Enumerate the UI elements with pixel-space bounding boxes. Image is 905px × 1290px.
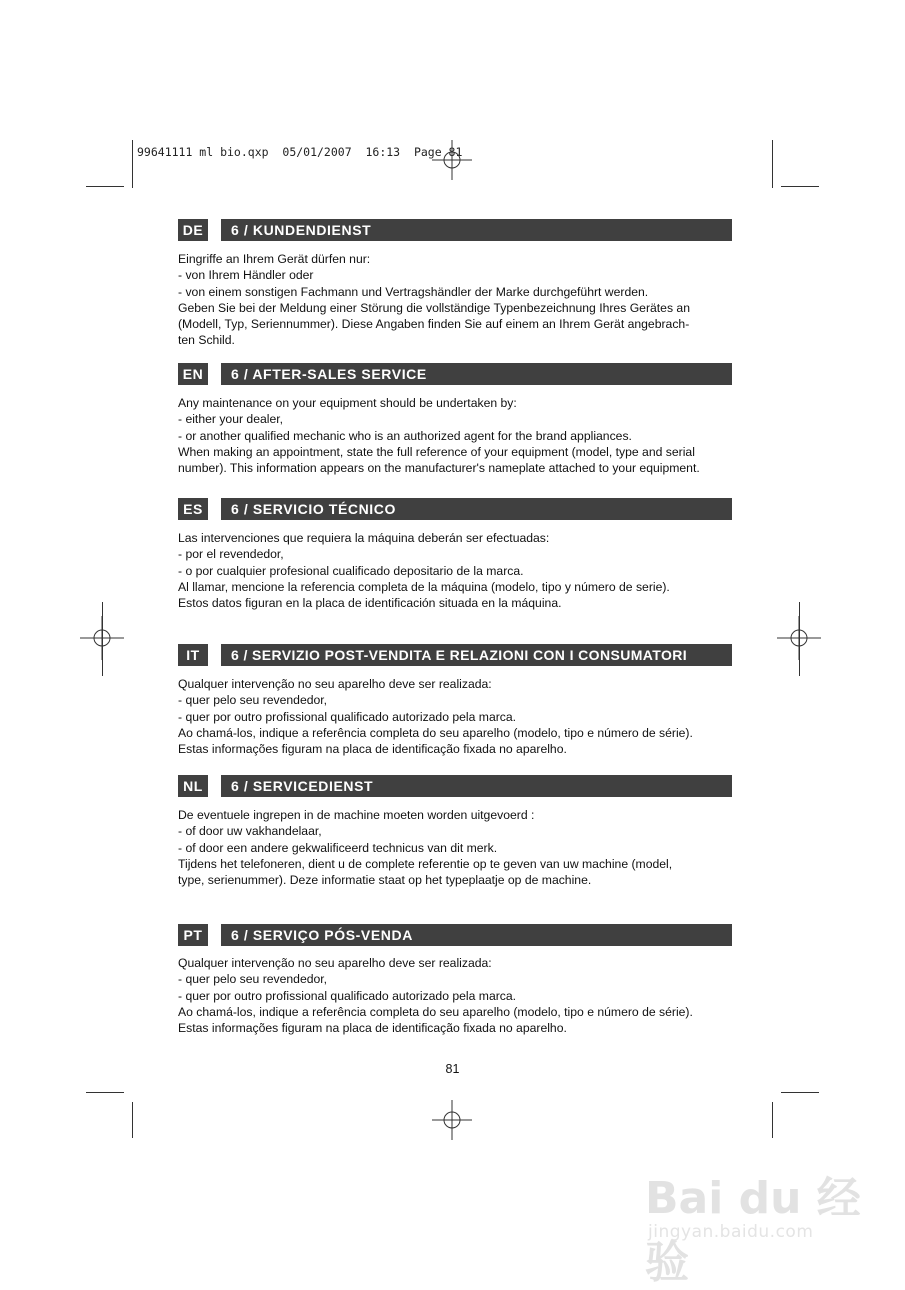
registration-mark-bottom-icon <box>430 1098 474 1142</box>
body-line: - o por cualquier profesional cualificado depositario de la marca. <box>178 563 524 578</box>
body-line: Qualquer intervenção no seu aparelho deve ser realizada: <box>178 677 492 691</box>
section-title: 6 / SERVIÇO PÓS-VENDA <box>221 924 732 946</box>
body-line: - quer por outro profissional qualificado autorizado pela marca. <box>178 988 517 1003</box>
body-line: - either your dealer, <box>178 412 284 427</box>
section-body-it <box>178 676 738 757</box>
body-line: Estos datos figuran en la placa de identificación situada en la máquina. <box>178 596 562 611</box>
language-badge: IT <box>178 644 208 666</box>
page-number: 81 <box>445 1062 460 1076</box>
section-header-it <box>178 644 732 666</box>
section-title: 6 / KUNDENDIENST <box>221 219 732 241</box>
section-header-de <box>178 219 732 241</box>
language-badge: ES <box>178 498 208 520</box>
body-line: - por el revendedor, <box>178 547 284 562</box>
crop-mark-bottom-left-v <box>132 1102 133 1138</box>
section-title: 6 / SERVICIO TÉCNICO <box>221 498 732 520</box>
body-line: Ao chamá-los, indique a referência completa do seu aparelho (modelo, tipo e número de série). <box>178 1004 693 1019</box>
vertical-trim-right <box>799 602 800 676</box>
crop-mark-top-left-v <box>132 140 133 188</box>
watermark <box>640 1150 880 1288</box>
body-line: - of door een andere gekwalificeerd technicus van dit merk. <box>178 840 498 855</box>
section-body-nl <box>178 807 738 888</box>
crop-mark-bottom-right-v <box>772 1102 773 1138</box>
crop-mark-top-right-v <box>772 140 773 188</box>
body-line: Tijdens het telefoneren, dient u de complete referentie op te geven van uw machine (model, <box>178 856 673 871</box>
section-body-es <box>178 530 738 611</box>
language-badge: DE <box>178 219 208 241</box>
crop-mark-top-left-h <box>86 186 124 187</box>
body-line: When making an appointment, state the full reference of your equipment (model, type and serial <box>178 444 695 459</box>
section-body-en <box>178 395 738 476</box>
body-line: Estas informações figuram na placa de identificação fixada no aparelho. <box>178 1021 567 1036</box>
section-body-pt <box>178 955 738 1036</box>
section-title: 6 / SERVICEDIENST <box>221 775 732 797</box>
body-line: - quer pelo seu revendedor, <box>178 693 328 708</box>
language-badge: PT <box>178 924 208 946</box>
body-line: type, serienummer). Deze informatie staat op het typeplaatje op de machine. <box>178 873 592 888</box>
crop-mark-bottom-left-h <box>86 1092 124 1093</box>
body-line: Al llamar, mencione la referencia completa de la máquina (modelo, tipo y número de serie). <box>178 579 670 594</box>
section-body-de <box>178 251 738 349</box>
section-header-en <box>178 363 732 385</box>
body-line: - or another qualified mechanic who is an authorized agent for the brand appliances. <box>178 428 632 443</box>
section-title: 6 / AFTER-SALES SERVICE <box>221 363 732 385</box>
vertical-trim-left <box>102 602 103 676</box>
body-line: Eingriffe an Ihrem Gerät dürfen nur: <box>178 252 371 266</box>
body-line: - von einem sonstigen Fachmann und Vertragshändler der Marke durchgeführt werden. <box>178 284 649 299</box>
body-line: Any maintenance on your equipment should be undertaken by: <box>178 396 517 410</box>
section-header-nl <box>178 775 732 797</box>
body-line: Geben Sie bei der Meldung einer Störung die vollständige Typenbezeichnung Ihres Gerätes an <box>178 300 690 315</box>
body-line: - quer pelo seu revendedor, <box>178 972 328 987</box>
body-line: Qualquer intervenção no seu aparelho deve ser realizada: <box>178 956 492 970</box>
watermark-logo: Bai du 经验 <box>645 1173 861 1288</box>
language-badge: EN <box>178 363 208 385</box>
body-line: De eventuele ingrepen in de machine moeten worden uitgevoerd : <box>178 808 535 822</box>
body-line: - of door uw vakhandelaar, <box>178 824 322 839</box>
body-line: Las intervenciones que requiera la máquina deberán ser efectuadas: <box>178 531 550 545</box>
crop-mark-bottom-right-h <box>781 1092 819 1093</box>
print-slug: 99641111 ml bio.qxp 05/01/2007 16:13 Page 81 <box>137 145 463 159</box>
section-header-es <box>178 498 732 520</box>
section-title: 6 / SERVIZIO POST-VENDITA E RELAZIONI CON I CONSUMATORI <box>221 644 732 666</box>
watermark-url: jingyan.baidu.com <box>648 1222 814 1242</box>
language-badge: NL <box>178 775 208 797</box>
registration-mark-top-icon <box>430 138 474 182</box>
body-line: - quer por outro profissional qualificado autorizado pela marca. <box>178 709 517 724</box>
body-line: ten Schild. <box>178 333 235 348</box>
body-line: - von Ihrem Händler oder <box>178 268 314 283</box>
body-line: number). This information appears on the manufacturer's nameplate attached to your equipment. <box>178 461 700 476</box>
body-line: Ao chamá-los, indique a referência completa do seu aparelho (modelo, tipo e número de série). <box>178 725 693 740</box>
body-line: (Modell, Typ, Seriennummer). Diese Angaben finden Sie auf einem an Ihrem Gerät angebrach- <box>178 317 690 332</box>
crop-mark-top-right-h <box>781 186 819 187</box>
section-header-pt <box>178 924 732 946</box>
body-line: Estas informações figuram na placa de identificação fixada no aparelho. <box>178 742 567 757</box>
